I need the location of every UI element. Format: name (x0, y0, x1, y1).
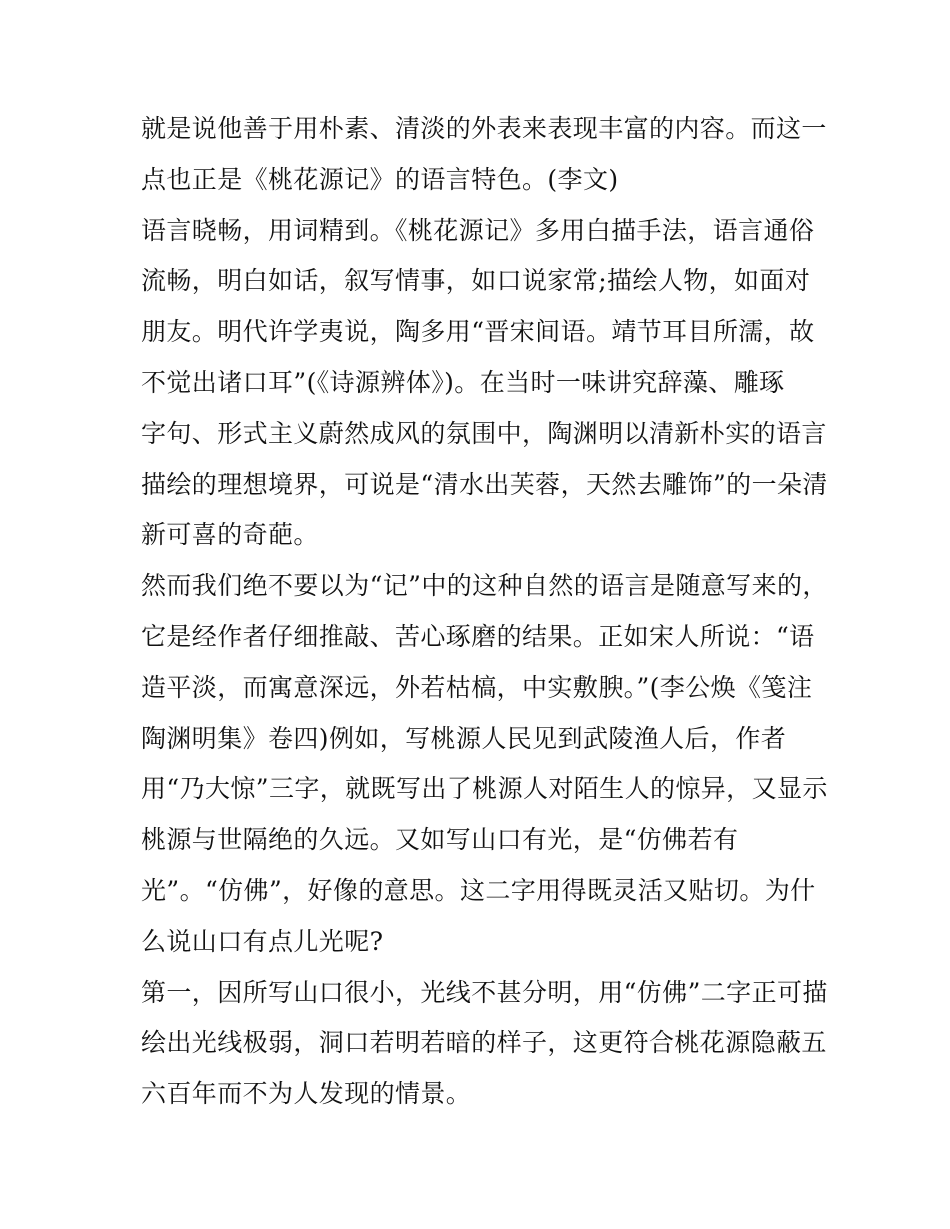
text-line: 绘出光线极弱，洞口若明若暗的样子，这更符合桃花源隐蔽五 (141, 1028, 827, 1058)
text-line: 陶渊明集》卷四)例如，写桃源人民见到武陵渔人后，作者 (141, 723, 787, 753)
text-line: 不觉出诸口耳”(《诗源辨体》)。在当时一味讲究辞藻、雕琢 (141, 367, 785, 397)
text-line: 朋友。明代许学夷说，陶多用“晋宋间语。靖节耳目所濡，故 (141, 317, 815, 347)
text-line: 造平淡，而寓意深远，外若枯槁，中实敷腴。”(李公焕《笺注 (141, 672, 813, 702)
text-line: 第一，因所写山口很小，光线不甚分明，用“仿佛”二字正可描 (141, 977, 828, 1007)
text-line: 么说山口有点儿光呢? (141, 926, 384, 956)
text-line: 流畅，明白如话，叙写情事，如口说家常;描绘人物，如面对 (141, 266, 811, 296)
text-line: 字句、形式主义蔚然成风的氛围中，陶渊明以清新朴实的语言 (141, 418, 827, 448)
text-line: 新可喜的奇葩。 (141, 520, 319, 550)
text-line: 点也正是《桃花源记》的语言特色。(李文) (141, 164, 619, 194)
body-text (141, 104, 828, 1120)
text-line: 就是说他善于用朴素、清淡的外表来表现丰富的内容。而这一 (141, 114, 827, 143)
text-line: 六百年而不为人发现的情景。 (141, 1079, 472, 1109)
text-line: 光”。“仿佛”，好像的意思。这二字用得既灵活又贴切。为什 (141, 875, 816, 905)
text-line: 描绘的理想境界，可说是“清水出芙蓉，天然去雕饰”的一朵清 (141, 469, 828, 499)
text-line: 语言晓畅，用词精到。《桃花源记》多用白描手法，语言通俗 (141, 215, 815, 245)
text-line: 它是经作者仔细推敲、苦心琢磨的结果。正如宋人所说：“语 (141, 621, 815, 651)
text-line: 桃源与世隔绝的久远。又如写山口有光，是“仿佛若有 (141, 825, 739, 855)
text-line: 用“乃大惊”三字，就既写出了桃源人对陌生人的惊异，又显示 (141, 774, 828, 804)
text-line: 然而我们绝不要以为“记”中的这种自然的语言是随意写来的， (141, 571, 828, 601)
